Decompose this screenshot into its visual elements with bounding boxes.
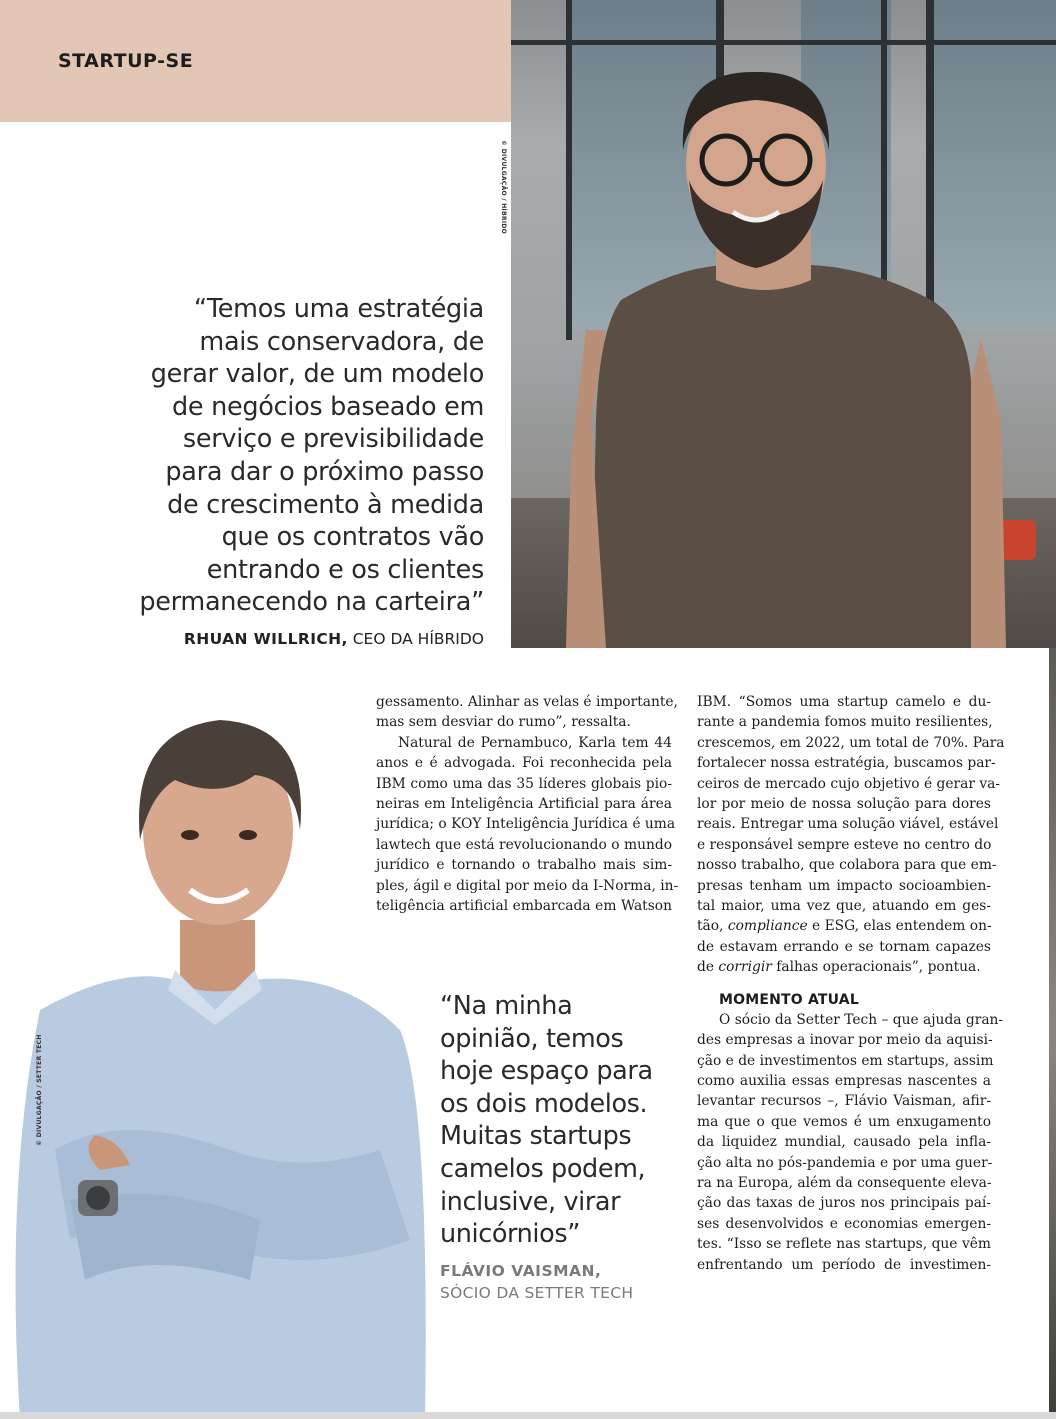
column-1-line: lawtech que está revolucionando o mundo [376,836,672,853]
photo-rhuan-willrich [511,0,1056,648]
page-bottom-strip [0,1412,1056,1419]
column-2-line: e responsável sempre esteve no centro do [697,836,992,853]
column-2-line: reais. Entregar uma solução viável, estável [697,816,999,833]
column-2-line: levantar recursos –, Flávio Vaisman, afir- [697,1093,991,1110]
column-2-line: IBM. “Somos uma startup camelo e du- [697,694,991,710]
column-2-line: ceiros de mercado cujo objetivo é gerar va- [697,775,1001,792]
quote-byline-rhuan: RHUAN WILLRICH, CEO DA HÍBRIDO [183,630,484,648]
column-2-line: rante a pandemia fomos muito resilientes, [697,714,993,731]
column-1-line: neiras em Inteligência Artificial para área [376,796,672,813]
column-1-line: IBM como uma das 35 líderes globais pio- [376,775,672,792]
column-1-line: teligência artificial embarcada em Watson [376,898,672,915]
article-column-1 [376,692,679,916]
column-1-line: mas sem desviar do rumo”, ressalta. [376,714,631,731]
pull-quote-rhuan: “Temos uma estratégia mais conservadora, de gerar valor, de um modelo de negócios baseado em serviço e previsibilidade para dar o próximo passo de crescimento à medida que os contratos vão entrando e os clientes permanecendo na carteira” [139,294,484,618]
column-2-line: nosso trabalho, que colabora para que em- [697,857,997,874]
photo-credit-hibrido: © DIVULGAÇÃO / HÍBRIDO [500,140,507,235]
column-2-line: ra na Europa, além da consequente eleva- [697,1174,992,1191]
column-2-line: fortalecer nossa estratégia, buscamos par- [697,755,996,772]
column-2-line: tão, compliance e ESG, elas entendem on- [697,918,992,935]
article-column-2 [697,692,1005,1275]
quote-byline-role-flavio: SÓCIO DA SETTER TECH [440,1284,634,1302]
column-1-line: Natural de Pernambuco, Karla tem 44 [398,734,672,751]
column-1-line: jurídico e tornando o trabalho mais sim- [376,857,672,874]
column-2-line: como auxilia essas empresas nascentes a [697,1072,991,1089]
column-2-line: de estavam errando e se tornam capazes [697,938,991,955]
column-2-line: ção das taxas de juros nos principais paí- [697,1195,991,1212]
column-2-line: de corrigir falhas operacionais”, pontua. [697,959,981,976]
subhead-momento-atual: MOMENTO ATUAL [719,991,859,1008]
column-2-line: ses desenvolvidos e economias emergen- [697,1215,991,1232]
column-2-line: ção alta no pós-pandemia e por uma guer- [697,1154,993,1171]
page-edge-strip [1049,648,1056,1419]
column-2-line: crescemos, em 2022, um total de 70%. Para [697,734,1005,751]
column-1-line: gessamento. Alinhar as velas é importante, [376,694,678,710]
pull-quote-flavio: “Na minha opinião, temos hoje espaço para os dois modelos. Muitas startups camelos podem, inclusive, virar unicórnios” [440,991,653,1250]
column-2-line: ção e de investimentos em startups, assim [697,1052,994,1069]
column-1-line: anos e é advogada. Foi reconhecida pela [376,755,672,772]
column-2-line: O sócio da Setter Tech – que ajuda gran- [719,1011,1004,1028]
column-2-line: tes. “Isso se reflete nas startups, que vêm [697,1236,991,1253]
photo-flavio-vaisman [0,680,430,1419]
column-2-line: da liquidez mundial, causado pela infla- [697,1134,991,1151]
flavio-portrait [0,680,430,1419]
rhuan-portrait [511,0,1056,648]
column-1-line: ples, ágil e digital por meio da I-Norma, in- [376,877,679,894]
column-2-line: tal maior, uma vez que, atuando em ges- [697,898,991,915]
section-label: STARTUP-SE [58,50,194,72]
column-2-line: enfrentando um período de investimen- [697,1256,991,1273]
column-2-line: lor por meio de nossa solução para dores [697,796,991,813]
photo-credit-setter-tech: © DIVULGAÇÃO / SETTER TECH [36,1034,43,1146]
column-2-line: des empresas a inovar por meio da aquisi- [697,1032,993,1049]
column-2-line: presas tenham um impacto socioambien- [697,877,991,894]
column-2-line: ma que o que vemos é um enxugamento [697,1113,991,1130]
quote-byline-name-flavio: FLÁVIO VAISMAN, [440,1262,602,1280]
column-1-line: jurídica; o KOY Inteligência Jurídica é uma [376,816,676,833]
